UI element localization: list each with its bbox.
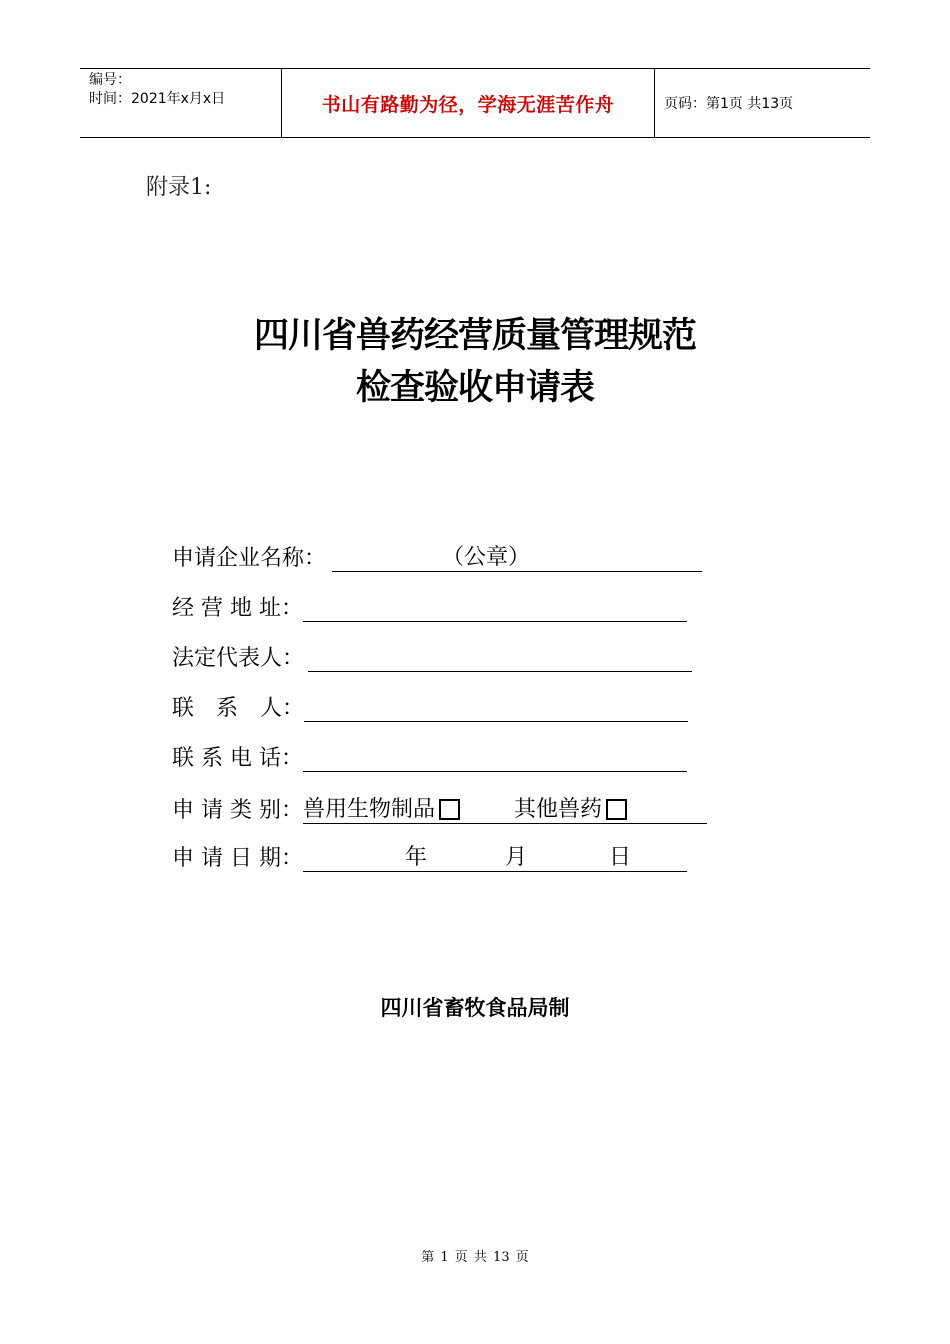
phone-field	[172, 742, 687, 772]
other-veterinary-checkbox[interactable]	[606, 799, 627, 820]
serial-number-label: 编号：	[89, 72, 131, 88]
company-name-label: 申请企业名称：	[172, 546, 327, 571]
legal-rep-label: 法定代表人：	[172, 646, 305, 671]
time-label: 时间：2021年x月x日	[89, 91, 226, 107]
contact-field	[172, 692, 688, 722]
legal-rep-field	[172, 642, 692, 672]
category-line	[303, 796, 707, 824]
page-info: 页码：第1页 共13页	[664, 96, 794, 112]
category-option-other: 其他兽药	[514, 797, 603, 822]
company-name-input[interactable]	[332, 544, 702, 572]
category-field	[172, 794, 707, 824]
company-name-field	[172, 542, 702, 572]
month-label: 月	[505, 845, 528, 870]
date-label: 申 请 日 期：	[172, 846, 303, 871]
header-motto-cell	[282, 69, 655, 137]
category-label: 申 请 类 别：	[172, 798, 303, 823]
company-seal-text: （公章）	[442, 545, 531, 570]
biological-checkbox[interactable]	[439, 799, 460, 820]
header-meta	[80, 69, 282, 137]
contact-label: 联 系 人：	[172, 696, 305, 721]
category-option-biological: 兽用生物制品	[302, 797, 435, 822]
address-input[interactable]	[303, 594, 687, 622]
document-header	[80, 68, 870, 138]
appendix-label: 附录1:	[146, 175, 212, 200]
contact-input[interactable]	[304, 694, 688, 722]
phone-input[interactable]	[303, 744, 687, 772]
year-label: 年	[404, 845, 427, 870]
date-input[interactable]	[303, 844, 687, 872]
issuer: 四川省畜牧食品局制	[380, 995, 570, 1020]
title-line-2: 检查验收申请表	[355, 367, 594, 408]
day-label: 日	[609, 845, 632, 870]
page-footer: 第 1 页 共 13 页	[421, 1250, 529, 1265]
motto: 书山有路勤为径，学海无涯苦作舟	[321, 93, 615, 116]
address-label: 经 营 地 址：	[172, 596, 303, 621]
legal-rep-input[interactable]	[308, 644, 692, 672]
header-page-info	[655, 69, 870, 137]
phone-label: 联 系 电 话：	[172, 746, 303, 771]
date-field	[172, 842, 687, 872]
title-line-1: 四川省兽药经营质量管理规范	[253, 315, 696, 356]
address-field	[172, 592, 687, 622]
